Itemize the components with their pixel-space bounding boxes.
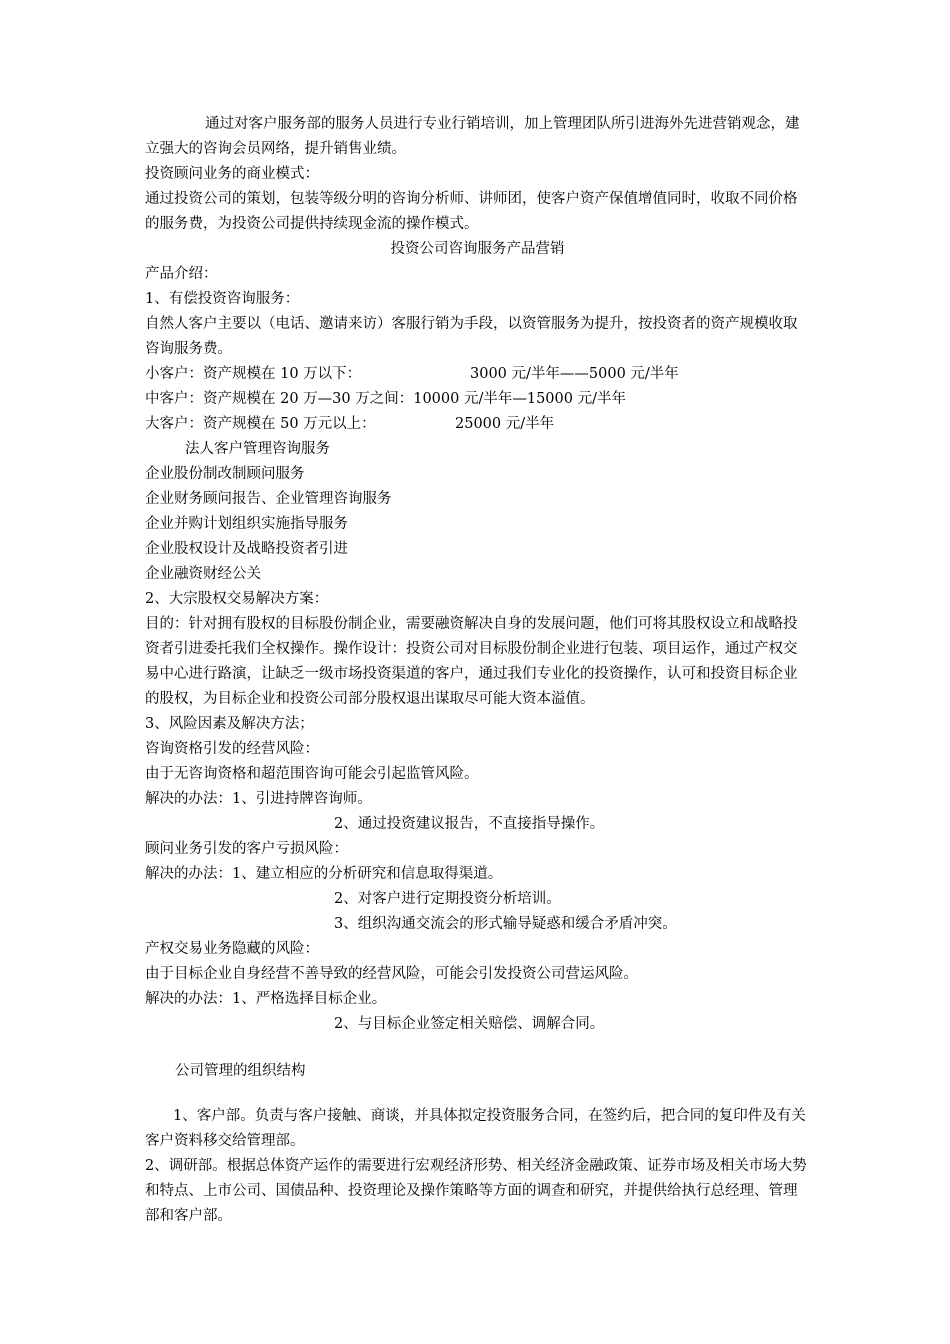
product-intro-label: 产品介绍： [145, 266, 218, 282]
solution-step: 2、对客户进行定期投资分析培训。 [334, 891, 561, 907]
tier-price: 25000 元/半年 [455, 416, 555, 432]
risk2-solution [145, 862, 810, 887]
org-item-2: 2、调研部。根据总体资产运作的需要进行宏观经济形势、相关经济金融政策、证券市场及相关市场大势和特点、上市公司、国债品种、投资理论及操作策略等方面的调查和研究，并提供给执行总经理、管理部和客户部。 [145, 1158, 807, 1224]
section-title: 投资公司咨询服务产品营销 [390, 241, 565, 257]
corp-item: 企业股份制改制顾问服务 [145, 466, 305, 482]
risk3-solution [145, 987, 810, 1012]
corp-item: 企业股权设计及战略投资者引进 [145, 541, 348, 557]
model-paragraph: 通过投资公司的策划，包装等级分明的咨询分析师、讲师团，使客户资产保值增值同时，收取不同价格的服务费，为投资公司提供持续现金流的操作模式。 [145, 191, 798, 232]
risk3-paragraph: 由于目标企业自身经营不善导致的经营风险，可能会引发投资公司营运风险。 [145, 966, 638, 982]
item2-heading: 2、大宗股权交易解决方案： [145, 591, 329, 607]
tier-row-medium [145, 387, 810, 412]
risk3-heading: 产权交易业务隐藏的风险： [145, 941, 319, 957]
tier-price: 3000 元/半年——5000 元/半年 [470, 366, 679, 382]
risk1-paragraph: 由于无咨询资格和超范围咨询可能会引起监管风险。 [145, 766, 479, 782]
solution-prefix: 解决的办法： [145, 991, 232, 1007]
solution-prefix: 解决的办法： [145, 866, 232, 882]
solution-step: 1、引进持牌咨询师。 [232, 791, 372, 807]
org-item-1: 1、客户部。负责与客户接触、商谈，并具体拟定投资服务合同，在签约后，把合同的复印件及有关客户资料移交给管理部。 [145, 1108, 806, 1149]
document-page [145, 112, 810, 1229]
risk2-heading: 顾问业务引发的客户亏损风险： [145, 841, 348, 857]
model-heading: 投资顾问业务的商业模式： [145, 166, 319, 182]
item3-heading: 3、风险因素及解决方法； [145, 716, 314, 732]
risk1-solution [145, 787, 810, 812]
item2-paragraph: 目的：针对拥有股权的目标股份制企业，需要融资解决自身的发展问题，他们可将其股权设立和战略投资者引进委托我们全权操作。操作设计：投资公司对目标股份制企业进行包装、项目运作，通过产权交易中心进行路演，让缺乏一级市场投资渠道的客户，通过我们专业化的投资操作，认可和投资目标企业的股权，为目标企业和投资公司部分股权退出谋取尽可能大资本溢值。 [145, 616, 798, 707]
corp-item: 企业财务顾问报告、企业管理咨询服务 [145, 491, 392, 507]
intro-paragraph: 通过对客户服务部的服务人员进行专业行销培训，加上管理团队所引进海外先进营销观念，建立强大的咨询会员网络，提升销售业绩。 [145, 116, 800, 157]
risk1-heading: 咨询资格引发的经营风险： [145, 741, 319, 757]
solution-step: 2、与目标企业签定相关赔偿、调解合同。 [334, 1016, 605, 1032]
corp-item: 企业并购计划组织实施指导服务 [145, 516, 348, 532]
org-title: 公司管理的组织结构 [175, 1063, 306, 1079]
corp-item: 企业融资财经公关 [145, 566, 261, 582]
tier-label: 中客户：资产规模在 20 万—30 万之间： [145, 391, 414, 407]
solution-step: 1、严格选择目标企业。 [232, 991, 387, 1007]
solution-step: 2、通过投资建议报告，不直接指导操作。 [334, 816, 605, 832]
solution-step: 1、建立相应的分析研究和信息取得渠道。 [232, 866, 503, 882]
corp-heading: 法人客户管理咨询服务 [185, 441, 330, 457]
item1-paragraph: 自然人客户主要以（电话、邀请来访）客服行销为手段，以资管服务为提升，按投资者的资产规模收取咨询服务费。 [145, 316, 798, 357]
tier-row-large [145, 412, 810, 437]
solution-prefix: 解决的办法： [145, 791, 232, 807]
tier-label: 大客户：资产规模在 50 万元以上： [145, 416, 376, 432]
tier-price: 10000 元/半年—15000 元/半年 [413, 391, 626, 407]
tier-row-small [145, 362, 810, 387]
tier-label: 小客户：资产规模在 10 万以下： [145, 366, 362, 382]
solution-step: 3、组织沟通交流会的形式输导疑惑和缓合矛盾冲突。 [334, 916, 677, 932]
item1-heading: 1、有偿投资咨询服务： [145, 291, 300, 307]
